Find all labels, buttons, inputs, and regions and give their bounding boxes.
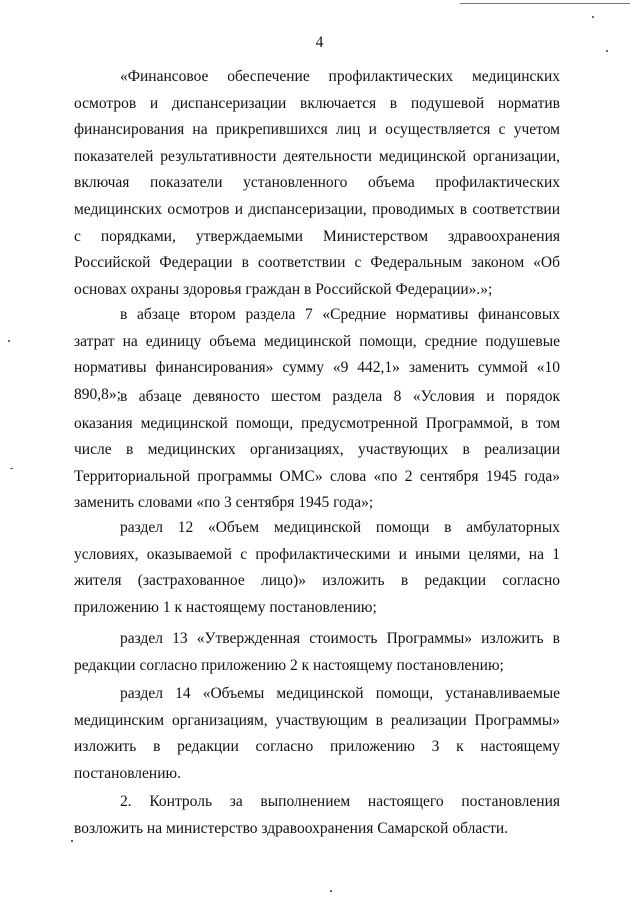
scan-speck — [606, 50, 608, 52]
paragraph-section-13: раздел 13 «Утвержденная стоимость Программы» изложить в редакции согласно приложению 2 к настоящему постановлению; — [74, 630, 560, 674]
paragraph-control-clause: 2. Контроль за выполнением настоящего постановления возложить на министерство здравоохранения Самарской области. — [74, 793, 560, 837]
scan-speck — [592, 16, 594, 18]
page-number: 4 — [315, 34, 324, 51]
scan-speck — [8, 340, 10, 342]
paragraph-section-8: в абзаце девяносто шестом раздела 8 «Условия и порядок оказания медицинской помощи, предусмотренной Программой, в том числе в медицинских организациях, участвующих в реализации Территориальной программы ОМС» слова «по 2 сентября 1945 года» заменить словами «по 3 сентября 1945 года»; — [74, 388, 560, 512]
scan-speck — [10, 468, 13, 469]
scan-speck — [71, 840, 73, 842]
paragraph-section-12: раздел 12 «Объем медицинской помощи в амбулаторных условиях, оказываемой с профилактическими и иными целями, на 1 жителя (застрахованное лицо)» изложить в редакции согласно приложению 1 к настоящему постановлению; — [74, 519, 560, 616]
paragraph-section-7: в абзаце втором раздела 7 «Средние нормативы финансовых затрат на единицу объема медицинской помощи, средние подушевые нормативы финансирования» сумму «9 442,1» заменить суммой «10 890,8»; — [74, 306, 560, 403]
paragraph-financing-clause: «Финансовое обеспечение профилактических медицинских осмотров и диспансеризации включается в подушевой норматив финансирования на прикрепившихся лиц и осуществляется с учетом показателей результативности деятельности медицинской организации, включая показатели установленного объема профилактических медицинских осмотров и диспансеризации, проводимых в соответствии с порядками, утверждаемыми Министерством здравоохранения Российской Федерации в соответствии с Федеральным законом «Об основах охраны здоровья граждан в Российской Федерации».»; — [74, 68, 560, 298]
paragraph-section-14: раздел 14 «Объемы медицинской помощи, устанавливаемые медицинским организациям, участвующим в реализации Программы» изложить в редакции согласно приложению 3 к настоящему постановлению. — [74, 685, 560, 782]
scan-edge-line — [460, 3, 630, 4]
scan-speck — [330, 890, 332, 892]
